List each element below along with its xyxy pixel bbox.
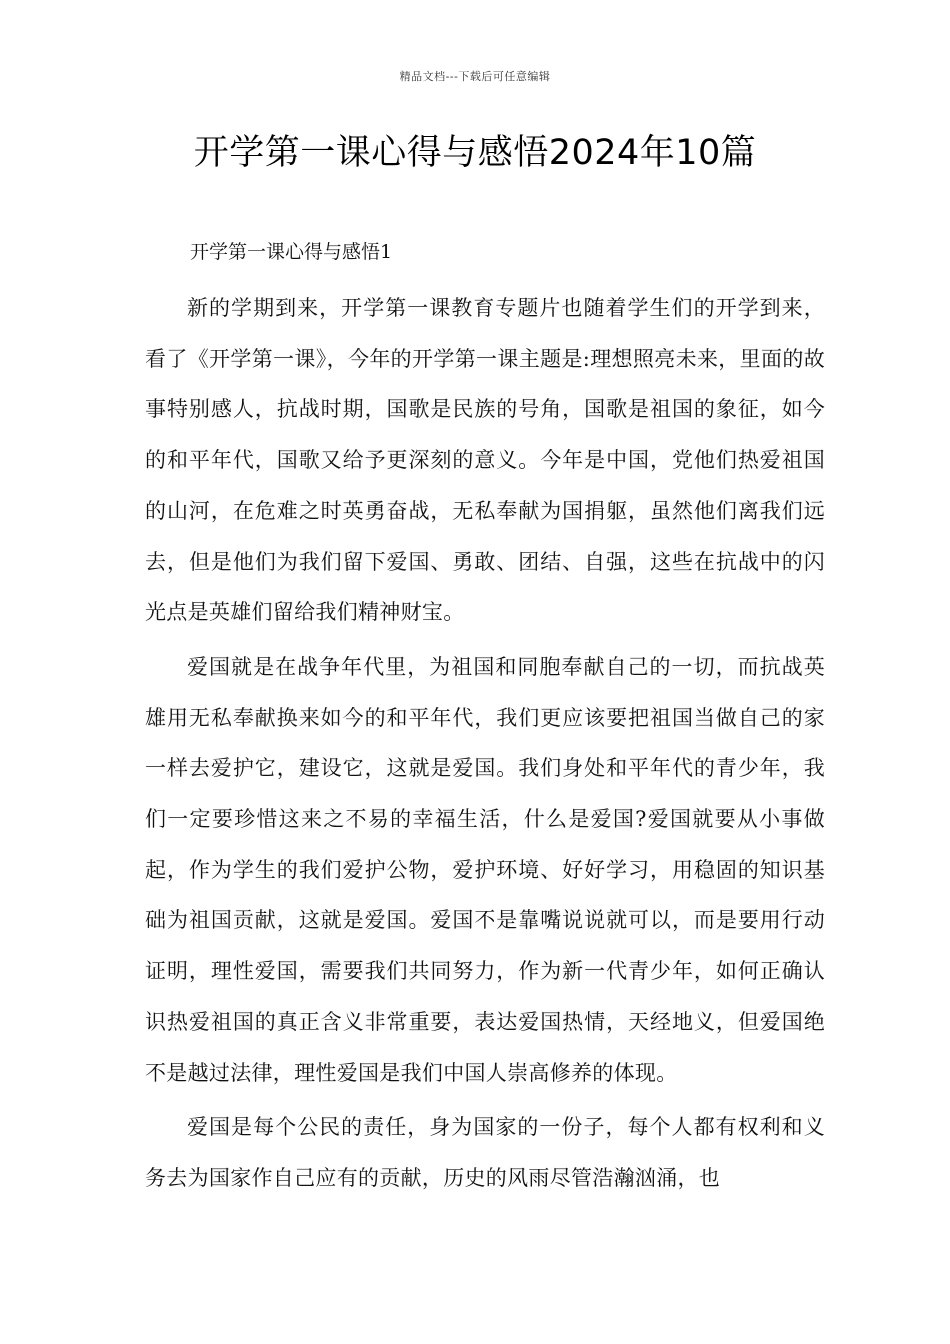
header-note: 精品文档---下载后可任意编辑 [399,70,551,83]
section-heading: 开学第一课心得与感悟1 [190,241,393,263]
paragraph: 爱国就是在战争年代里，为祖国和同胞奉献自己的一切，而抗战英雄用无私奉献换来如今的和平年代，我们更应该要把祖国当做自己的家一样去爱护它，建设它，这就是爱国。我们身处和平年代的青少年，我们一定要珍惜这来之不易的幸福生活，什么是爱国?爱国就要从小事做起，作为学生的我们爱护公物，爱护环境、好好学习，用稳固的知识基础为祖国贡献，这就是爱国。爱国不是靠嘴说说就可以，而是要用行动证明，理性爱国，需要我们共同努力，作为新一代青少年，如何正确认识热爱祖国的真正含义非常重要，表达爱国热情，天经地义，但爱国绝不是越过法律，理性爱国是我们中国人崇高修养的体现。 [145,654,825,1085]
document-body [145,283,825,1204]
paragraph: 新的学期到来，开学第一课教育专题片也随着学生们的开学到来，看了《开学第一课》，今年的开学第一课主题是:理想照亮未来，里面的故事特别感人，抗战时期，国歌是民族的号角，国歌是祖国的象征，如今的和平年代，国歌又给予更深刻的意义。今年是中国，党他们热爱祖国的山河，在危难之时英勇奋战，无私奉献为国捐躯，虽然他们离我们远去，但是他们为我们留下爱国、勇敢、团结、自强，这些在抗战中的闪光点是英雄们留给我们精神财宝。 [145,296,825,625]
document-title: 开学第一课心得与感悟2024年10篇 [193,133,757,173]
paragraph: 爱国是每个公民的责任，身为国家的一份子，每个人都有权利和义务去为国家作自己应有的贡献，历史的风雨尽管浩瀚汹涌，也 [145,1115,825,1190]
